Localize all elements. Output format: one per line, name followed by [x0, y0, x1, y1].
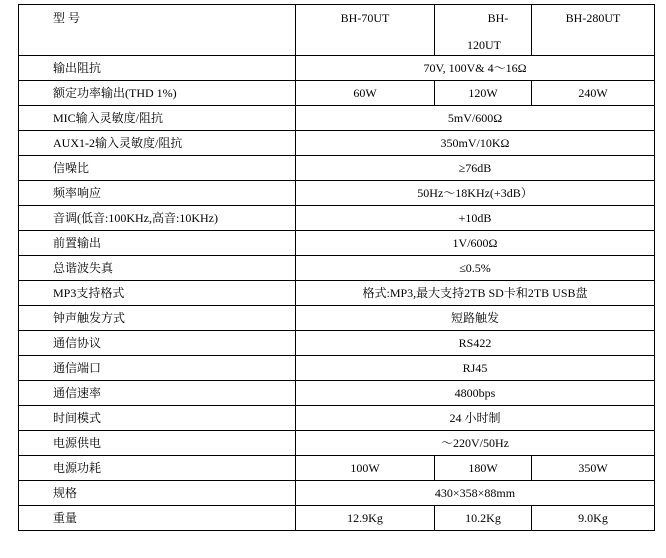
row-label: 电源功耗 — [19, 456, 296, 481]
table-row — [19, 506, 655, 531]
row-value: 5mV/600Ω — [296, 106, 655, 131]
row-value: 350W — [532, 456, 655, 481]
table-row — [19, 131, 655, 156]
table-header-row — [19, 5, 655, 56]
row-label: AUX1-2输入灵敏度/阻抗 — [19, 131, 296, 156]
table-row — [19, 156, 655, 181]
row-value: 短路触发 — [296, 306, 655, 331]
table-row — [19, 456, 655, 481]
table-row — [19, 206, 655, 231]
row-value: 60W — [296, 81, 435, 106]
row-label: 电源供电 — [19, 431, 296, 456]
row-value: +10dB — [296, 206, 655, 231]
table-row — [19, 481, 655, 506]
table-row — [19, 106, 655, 131]
table-row — [19, 256, 655, 281]
row-value: 180W — [435, 456, 532, 481]
table-row — [19, 181, 655, 206]
row-value: 50Hz～18KHz(+3dB） — [296, 181, 655, 206]
row-label: 输出阻抗 — [19, 56, 296, 81]
row-value: ≤0.5% — [296, 256, 655, 281]
row-value: RS422 — [296, 331, 655, 356]
row-label: MIC输入灵敏度/阻抗 — [19, 106, 296, 131]
row-label: 音调(低音:100KHz,高音:10KHz) — [19, 206, 296, 231]
header-model-2 — [435, 5, 532, 56]
header-label: 型 号 — [19, 5, 296, 56]
header-model-1: BH-70UT — [296, 5, 435, 56]
row-value: 4800bps — [296, 381, 655, 406]
row-value: 100W — [296, 456, 435, 481]
row-label: 通信速率 — [19, 381, 296, 406]
row-value: 430×358×88mm — [296, 481, 655, 506]
table-row — [19, 281, 655, 306]
table-row — [19, 81, 655, 106]
table-row — [19, 231, 655, 256]
table-row — [19, 381, 655, 406]
row-label: 额定功率输出(THD 1%) — [19, 81, 296, 106]
row-value: ～220V/50Hz — [296, 431, 655, 456]
row-label: 频率响应 — [19, 181, 296, 206]
row-label: 通信协议 — [19, 331, 296, 356]
table-row — [19, 306, 655, 331]
row-label: 前置输出 — [19, 231, 296, 256]
table-row — [19, 431, 655, 456]
table-row — [19, 331, 655, 356]
row-value: ≥76dB — [296, 156, 655, 181]
table-row — [19, 56, 655, 81]
row-label: 时间模式 — [19, 406, 296, 431]
row-value: 12.9Kg — [296, 506, 435, 531]
row-label: 重量 — [19, 506, 296, 531]
row-value: RJ45 — [296, 356, 655, 381]
row-label: 规格 — [19, 481, 296, 506]
row-value: 24 小时制 — [296, 406, 655, 431]
header-model-2-line2: 120UT — [467, 38, 501, 52]
spec-table — [18, 4, 655, 531]
header-model-3: BH-280UT — [532, 5, 655, 56]
row-label: MP3支持格式 — [19, 281, 296, 306]
row-label: 总谐波失真 — [19, 256, 296, 281]
row-label: 通信端口 — [19, 356, 296, 381]
row-value: 1V/600Ω — [296, 231, 655, 256]
row-value: 格式:MP3,最大支持2TB SD卡和2TB USB盘 — [296, 281, 655, 306]
row-label: 钟声触发方式 — [19, 306, 296, 331]
row-value: 120W — [435, 81, 532, 106]
table-row — [19, 356, 655, 381]
header-model-2-line1: BH- — [487, 11, 509, 25]
row-value: 70V, 100V& 4～16Ω — [296, 56, 655, 81]
table-row — [19, 406, 655, 431]
row-value: 240W — [532, 81, 655, 106]
row-value: 9.0Kg — [532, 506, 655, 531]
row-value: 350mV/10KΩ — [296, 131, 655, 156]
row-value: 10.2Kg — [435, 506, 532, 531]
row-label: 信噪比 — [19, 156, 296, 181]
